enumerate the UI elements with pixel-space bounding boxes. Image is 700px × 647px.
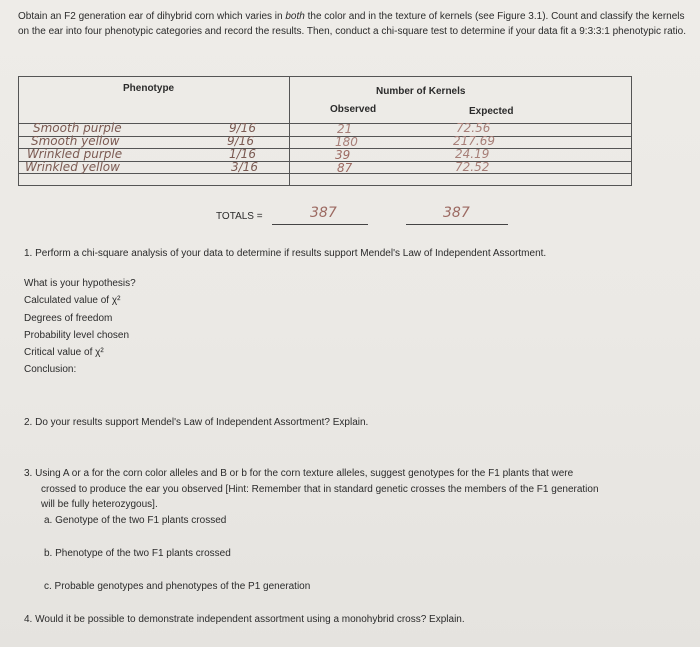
header-number-of-kernels: Number of Kernels	[376, 86, 466, 97]
totals-expected-line	[406, 224, 508, 225]
q1-conclusion: Conclusion:	[24, 364, 77, 375]
intro-text-2: the color and in the texture of kernels (see Figure 3.1). Count and classify the kernels on the ear into four phenotypic categories and record the results. Then, conduct a chi-square test to determine if your data fit a 9:3:3:1 phenotypic ratio.	[18, 11, 686, 37]
row-phenotype: Smooth purple	[33, 121, 122, 135]
row-observed: 87	[337, 161, 353, 175]
q1-degrees-of-freedom: Degrees of freedom	[24, 313, 113, 324]
question-3-line-3: will be fully heterozygous].	[41, 499, 158, 510]
row-ratio: 3/16	[231, 160, 258, 174]
row-ratio: 1/16	[229, 147, 256, 161]
row-observed: 39	[335, 148, 351, 162]
question-3b: b. Phenotype of the two F1 plants crossed	[44, 548, 231, 559]
question-2: 2. Do your results support Mendel's Law of Independent Assortment? Explain.	[24, 417, 369, 428]
intro-text-1: Obtain an F2 generation ear of dihybrid corn which varies in	[18, 11, 286, 22]
question-4: 4. Would it be possible to demonstrate independent assortment using a monohybrid cross? Explain.	[24, 614, 465, 625]
row-expected: 24.19	[455, 147, 490, 161]
question-3-line-1: 3. Using A or a for the corn color alleles and B or b for the corn texture alleles, suggest genotypes for the F1 plants that were	[24, 468, 574, 479]
row-observed: 180	[335, 135, 358, 149]
intro-italic: both	[285, 11, 305, 22]
row-expected: 72.56	[456, 121, 491, 135]
question-3-line-2: crossed to produce the ear you observed [Hint: Remember that in standard genetic crosses the members of the F1 generation	[41, 484, 599, 495]
question-1: 1. Perform a chi-square analysis of your data to determine if results support Mendel's Law of Independent Assortment.	[24, 248, 547, 259]
totals-label: TOTALS =	[216, 211, 263, 222]
question-3a: a. Genotype of the two F1 plants crossed	[44, 515, 227, 526]
q1-hypothesis: What is your hypothesis?	[24, 278, 136, 289]
row-phenotype: Smooth yellow	[31, 134, 120, 148]
row-phenotype: Wrinkled purple	[27, 147, 123, 161]
q1-probability-level: Probability level chosen	[24, 330, 130, 341]
totals-observed-line	[272, 224, 368, 225]
row-expected: 72.52	[455, 160, 490, 174]
row-ratio: 9/16	[227, 134, 254, 148]
kernel-data-table	[18, 76, 632, 186]
row-ratio: 9/16	[229, 121, 256, 135]
row-phenotype: Wrinkled yellow	[25, 160, 120, 174]
header-observed: Observed	[330, 104, 377, 115]
q1-critical-value: Critical value of χ²	[24, 347, 104, 358]
totals-observed: 387	[310, 205, 337, 221]
q1-calculated-chi-square: Calculated value of χ²	[24, 295, 121, 306]
row-expected: 217.69	[453, 134, 495, 148]
intro-paragraph	[18, 10, 688, 39]
question-3c: c. Probable genotypes and phenotypes of the P1 generation	[44, 581, 311, 592]
header-expected: Expected	[469, 106, 514, 117]
totals-expected: 387	[443, 205, 470, 221]
row-observed: 21	[337, 122, 353, 136]
table-divider	[289, 77, 290, 185]
header-phenotype: Phenotype	[123, 83, 175, 94]
